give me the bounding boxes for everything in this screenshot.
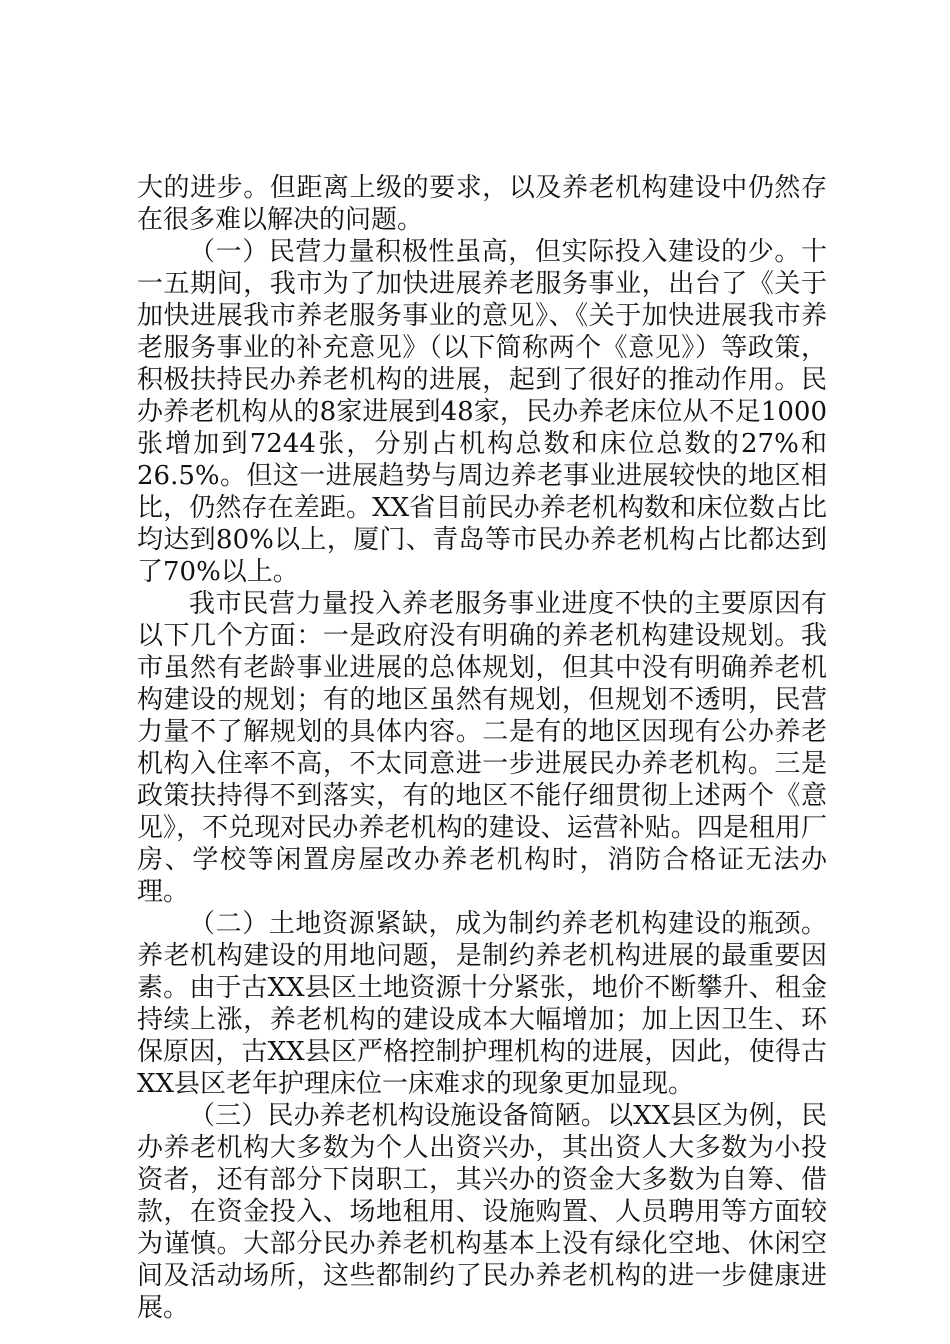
paragraph-continuation: 大的进步。但距离上级的要求，以及养老机构建设中仍然存在很多难以解决的问题。 (137, 173, 827, 235)
paragraph-reasons: 我市民营力量投入养老服务事业进度不快的主要原因有以下几个方面：一是政府没有明确的养老机构建设规划。我市虽然有老龄事业进展的总体规划，但其中没有明确养老机构建设的规划；有的地区虽然有规划，但规划不透明，民营力量不了解规划的具体内容。二是有的地区因现有公办养老机构入住率不高，不太同意进一步进展民办养老机构。三是政策扶持得不到落实，有的地区不能仔细贯彻上述两个《意见》，不兑现对民办养老机构的建设、运营补贴。四是租用厂房、学校等闲置房屋改办养老机构时，消防合格证无法办理。 (137, 589, 827, 907)
document-body (137, 172, 827, 1324)
paragraph-section-three: （三）民办养老机构设施设备简陋。以XX县区为例，民办养老机构大多数为个人出资兴办，其出资人大多数为小投资者，还有部分下岗职工，其兴办的资金大多数为自筹、借款，在资金投入、场地租用、设施购置、人员聘用等方面较为谨慎。大部分民办养老机构基本上没有绿化空地、休闲空间及活动场所，这些都制约了民办养老机构的进一步健康进展。 (137, 1101, 827, 1323)
paragraph-section-one: （一）民营力量积极性虽高，但实际投入建设的少。十一五期间，我市为了加快进展养老服务事业，出台了《关于加快进展我市养老服务事业的意见》、《关于加快进展我市养老服务事业的补充意见》（以下简称两个《意见》）等政策，积极扶持民办养老机构的进展，起到了很好的推动作用。民办养老机构从的8家进展到48家，民办养老床位从不足1000张增加到7244张，分别占机构总数和床位总数的27%和26.5%。但这一进展趋势与周边养老事业进展较快的地区相比，仍然存在差距。XX省目前民办养老机构数和床位数占比均达到80%以上，厦门、青岛等市民办养老机构占比都达到了70%以上。 (137, 237, 827, 587)
paragraph-section-two: （二）土地资源紧缺，成为制约养老机构建设的瓶颈。养老机构建设的用地问题，是制约养老机构进展的最重要因素。由于古XX县区土地资源十分紧张，地价不断攀升、租金持续上涨，养老机构的建设成本大幅增加；加上因卫生、环保原因，古XX县区严格控制护理机构的进展，因此，使得古XX县区老年护理床位一床难求的现象更加显现。 (137, 909, 827, 1099)
